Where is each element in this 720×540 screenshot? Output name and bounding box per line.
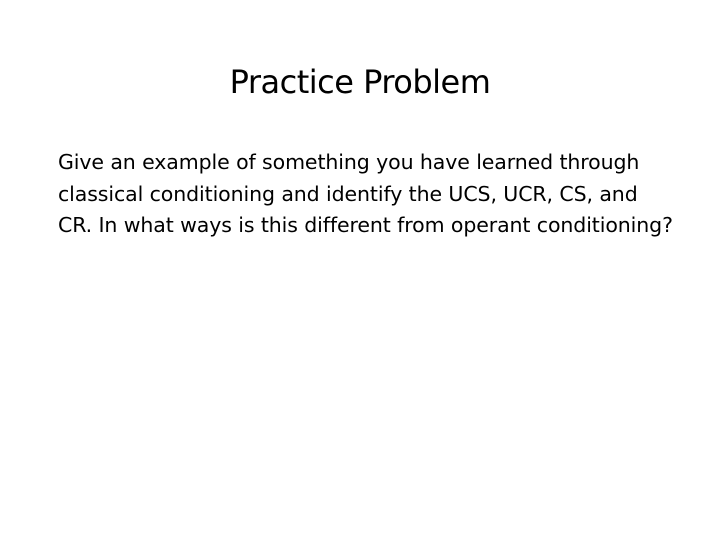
slide-title: Practice Problem — [229, 63, 491, 101]
slide-body-text: Give an example of something you have learned through classical conditioning and identify the UCS, UCR, CS, and CR. In what ways is this different from operant conditioning? — [58, 150, 673, 237]
